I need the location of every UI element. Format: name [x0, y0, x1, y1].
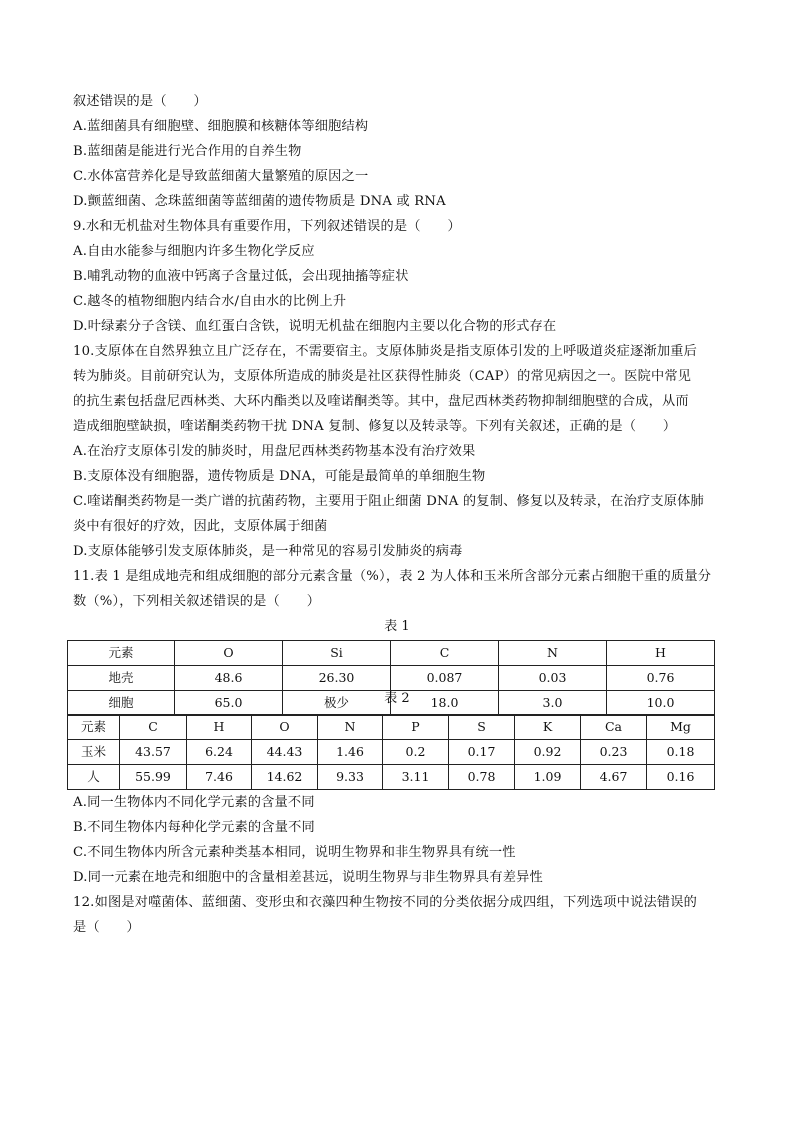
- table1-header-row: [68, 641, 715, 666]
- q11-option-c: C.不同生物体内所含元素种类基本相同，说明生物界和非生物界具有统一性: [73, 845, 516, 860]
- table1-cell: 地壳: [68, 666, 175, 691]
- q9-option-d: D.叶绿素分子含镁、血红蛋白含铁，说明无机盐在细胞内主要以化合物的形式存在: [73, 319, 557, 334]
- table1-caption: 表 1: [384, 619, 410, 634]
- q8-option-a: A.蓝细菌具有细胞壁、细胞膜和核糖体等细胞结构: [73, 119, 369, 134]
- table2-header-cell: N: [318, 715, 383, 740]
- q10-stem-line-1: 10.支原体在自然界独立且广泛存在，不需要宿主。支原体肺炎是指支原体引发的上呼吸道炎症逐渐加重后: [73, 344, 698, 359]
- q12-stem-line-1: 12.如图是对噬菌体、蓝细菌、变形虫和衣藻四种生物按不同的分类依据分成四组，下列选项中说法错误的: [73, 895, 698, 910]
- table2-cell: 3.11: [383, 765, 449, 790]
- table2-cell: 0.17: [449, 740, 515, 765]
- table1-header-cell: H: [607, 641, 715, 666]
- q12-stem-line-2: 是（ ）: [73, 920, 140, 935]
- table2-row: [68, 765, 715, 790]
- q11-option-b: B.不同生物体内每种化学元素的含量不同: [73, 820, 315, 835]
- table1-cell: 细胞: [68, 691, 175, 716]
- q8-stem-tail: 叙述错误的是（ ）: [73, 94, 207, 109]
- q9-option-c: C.越冬的植物细胞内结合水/自由水的比例上升: [73, 294, 347, 309]
- table1-header-cell: O: [175, 641, 283, 666]
- table2-header-cell: O: [252, 715, 318, 740]
- q10-stem-line-3: 的抗生素包括盘尼西林类、大环内酯类以及喹诺酮类等。其中，盘尼西林类药物抑制细胞壁的合成，从而: [73, 394, 689, 409]
- table1-cell: 0.76: [607, 666, 715, 691]
- table2-cell: 0.92: [515, 740, 581, 765]
- table2-cell: 玉米: [68, 740, 120, 765]
- table2-cell: 4.67: [581, 765, 647, 790]
- table1-cell: 0.087: [391, 666, 499, 691]
- table2-cell: 7.46: [187, 765, 252, 790]
- table2-header-cell: Ca: [581, 715, 647, 740]
- table2-cell: 0.2: [383, 740, 449, 765]
- table1-cell: 65.0: [175, 691, 283, 716]
- table2-header-cell: S: [449, 715, 515, 740]
- q11-stem-line-1: 11.表 1 是组成地壳和组成细胞的部分元素含量（%），表 2 为人体和玉米所含部分元素占细胞干重的质量分: [73, 569, 712, 584]
- q11-option-a: A.同一生物体内不同化学元素的含量不同: [73, 795, 315, 810]
- table2-cell: 0.78: [449, 765, 515, 790]
- table1-cell: 3.0: [499, 691, 607, 716]
- table2-header-cell: C: [120, 715, 187, 740]
- table2-cell: 44.43: [252, 740, 318, 765]
- table2: [67, 714, 715, 790]
- table2-cell: 55.99: [120, 765, 187, 790]
- table2-header-cell: 元素: [68, 715, 120, 740]
- q8-option-d: D.颤蓝细菌、念珠蓝细菌等蓝细菌的遗传物质是 DNA 或 RNA: [73, 194, 446, 209]
- q10-option-c: C.喹诺酮类药物是一类广谱的抗菌药物，主要用于阻止细菌 DNA 的复制、修复以及转录，在治疗支原体肺: [73, 494, 704, 509]
- table1-row: [68, 666, 715, 691]
- table2-header-cell: H: [187, 715, 252, 740]
- table1-header-cell: Si: [283, 641, 391, 666]
- table1-cell: 极少: [283, 691, 391, 716]
- table2-header-cell: P: [383, 715, 449, 740]
- table2-cell: 9.33: [318, 765, 383, 790]
- table1-header-cell: N: [499, 641, 607, 666]
- table1-header-cell: C: [391, 641, 499, 666]
- table2-header-cell: Mg: [647, 715, 715, 740]
- table2-cell: 1.46: [318, 740, 383, 765]
- q11-option-d: D.同一元素在地壳和细胞中的含量相差甚远，说明生物界与非生物界具有差异性: [73, 870, 543, 885]
- table2-cell: 0.18: [647, 740, 715, 765]
- table1-cell: 10.0: [607, 691, 715, 716]
- q9-option-a: A.自由水能参与细胞内许多生物化学反应: [73, 244, 315, 259]
- q10-option-a: A.在治疗支原体引发的肺炎时，用盘尼西林类药物基本没有治疗效果: [73, 444, 476, 459]
- q10-option-d: D.支原体能够引发支原体肺炎，是一种常见的容易引发肺炎的病毒: [73, 544, 463, 559]
- q10-option-c-cont: 炎中有很好的疗效，因此，支原体属于细菌: [73, 519, 328, 534]
- table2-caption: 表 2: [384, 691, 410, 706]
- table2-row: [68, 740, 715, 765]
- table2-cell: 1.09: [515, 765, 581, 790]
- q10-stem-line-4: 造成细胞壁缺损，喹诺酮类药物干扰 DNA 复制、修复以及转录等。下列有关叙述，正确的是（ ）: [73, 419, 677, 434]
- table2-header-row: [68, 715, 715, 740]
- q8-option-b: B.蓝细菌是能进行光合作用的自养生物: [73, 144, 302, 159]
- q9-stem: 9.水和无机盐对生物体具有重要作用，下列叙述错误的是（ ）: [73, 219, 461, 234]
- table2-header-cell: K: [515, 715, 581, 740]
- table1-header-cell: 元素: [68, 641, 175, 666]
- table1-cell: 18.0: [391, 691, 499, 716]
- table2-cell: 43.57: [120, 740, 187, 765]
- table2-cell: 人: [68, 765, 120, 790]
- table2-cell: 0.16: [647, 765, 715, 790]
- q9-option-b: B.哺乳动物的血液中钙离子含量过低，会出现抽搐等症状: [73, 269, 409, 284]
- table1-cell: 0.03: [499, 666, 607, 691]
- q10-stem-line-2: 转为肺炎。目前研究认为，支原体所造成的肺炎是社区获得性肺炎（CAP）的常见病因之一。医院中常见: [73, 369, 692, 384]
- table1-cell: 26.30: [283, 666, 391, 691]
- q10-option-b: B.支原体没有细胞器，遗传物质是 DNA，可能是最简单的单细胞生物: [73, 469, 486, 484]
- table1-cell: 48.6: [175, 666, 283, 691]
- table2-cell: 6.24: [187, 740, 252, 765]
- q8-option-c: C.水体富营养化是导致蓝细菌大量繁殖的原因之一: [73, 169, 369, 184]
- q11-stem-line-2: 数（%），下列相关叙述错误的是（ ）: [73, 594, 321, 609]
- table2-cell: 14.62: [252, 765, 318, 790]
- table2-cell: 0.23: [581, 740, 647, 765]
